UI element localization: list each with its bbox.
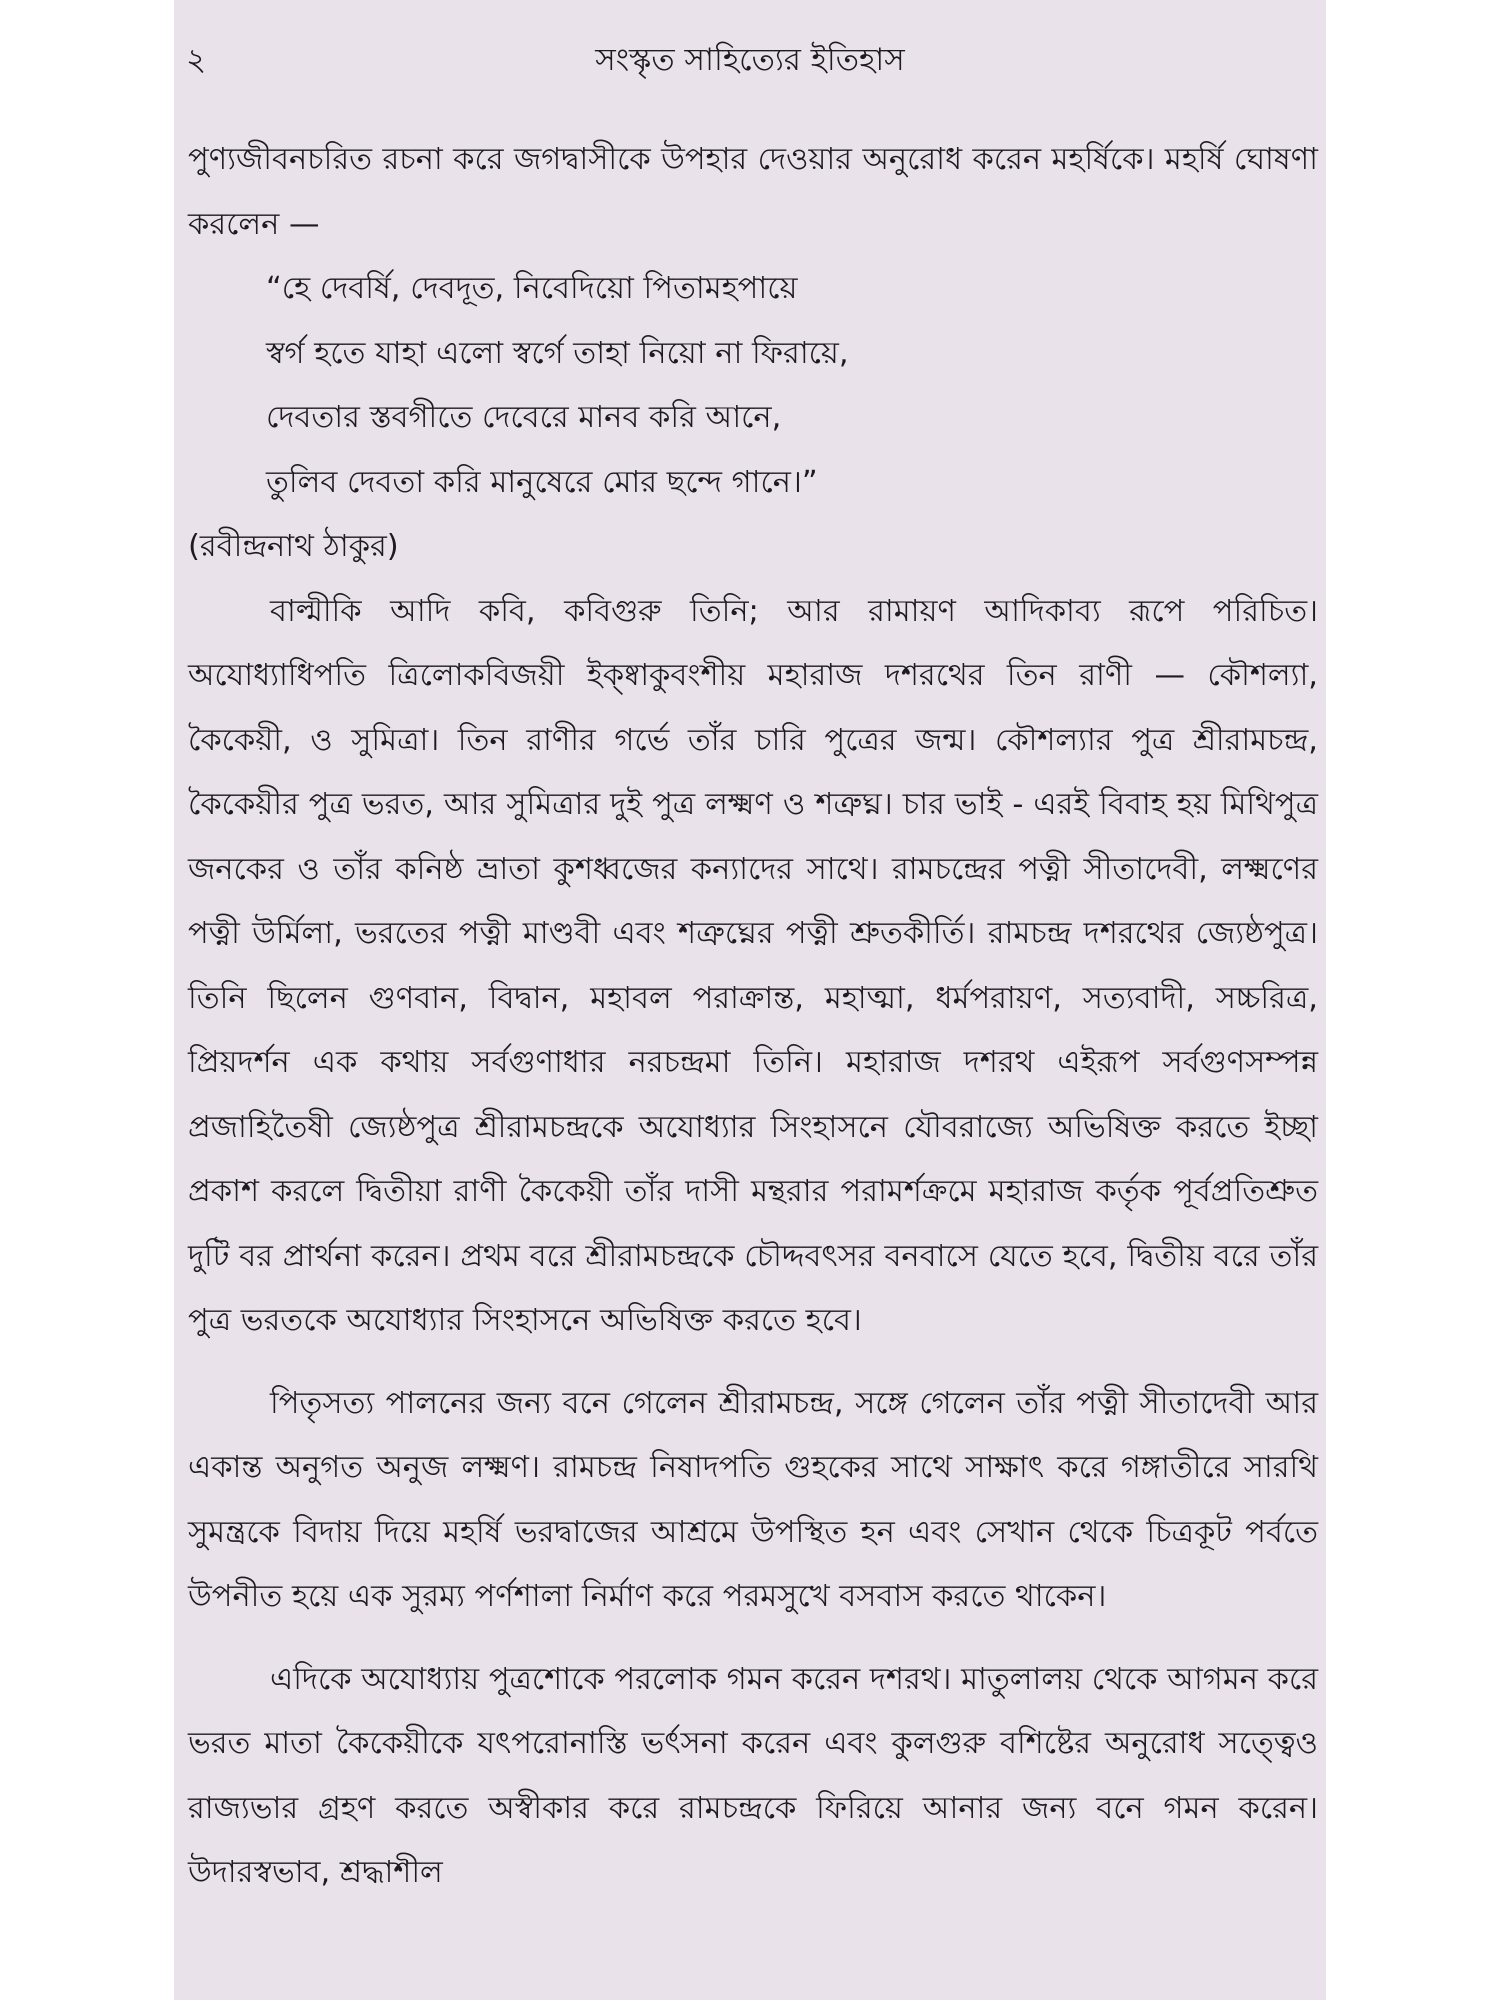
page-header [174, 36, 1326, 86]
verse-line: “হে দেবর্ষি, দেবদূত, নিবেদিয়ো পিতামহপায়ে [266, 271, 798, 306]
verse-line: স্বর্গ হতে যাহা এলো স্বর্গে তাহা নিয়ো না ফিরায়ে, [266, 335, 849, 371]
verse-attribution: (রবীন্দ্রনাথ ঠাকুর) [188, 529, 399, 564]
verse-line: তুলিব দেবতা করি মানুষেরে মোর ছন্দে গানে।” [266, 464, 818, 500]
paragraph: পিতৃসত্য পালনের জন্য বনে গেলেন শ্রীরামচন্দ্র, সঙ্গে গেলেন তাঁর পত্নী সীতাদেবী আর একান্ত অনুগত অনুজ লক্ষ্মণ। রামচন্দ্র নিষাদপতি গুহকের সাথে সাক্ষাৎ করে গঙ্গাতীরে সারথি সুমন্ত্রকে বিদায় দিয়ে মহর্ষি ভরদ্বাজের আশ্রমে উপস্থিত হন এবং সেখান থেকে চিত্রকূট পর্বতে উপনীত হয়ে এক সুরম্য পর্ণশালা নির্মাণ করে পরমসুখে বসবাস করতে থাকেন। [188, 1385, 1318, 1614]
running-title: সংস্কৃত সাহিত্যের ইতিহাস [595, 42, 905, 78]
document-page [174, 0, 1326, 2000]
page-body [188, 128, 1318, 1906]
page-number: ২ [186, 42, 207, 78]
paragraph: বাল্মীকি আদি কবি, কবিগুরু তিনি; আর রামায়ণ আদিকাব্য রূপে পরিচিত। অযোধ্যাধিপতি ত্রিলোকবিজয়ী ইক্ষ্বাকুবংশীয় মহারাজ দশরথের তিন রাণী — কৌশল্যা, কৈকেয়ী, ও সুমিত্রা। তিন রাণীর গর্ভে তাঁর চারি পুত্রের জন্ম। কৌশল্যার পুত্র শ্রীরামচন্দ্র, কৈকেয়ীর পুত্র ভরত, আর সুমিত্রার দুই পুত্র লক্ষ্মণ ও শত্রুঘ্ন। চার ভাই - এরই বিবাহ হয় মিথিপুত্র জনকের ও তাঁর কনিষ্ঠ ভ্রাতা কুশধ্বজের কন্যাদের সাথে। রামচন্দ্রের পত্নী সীতাদেবী, লক্ষ্মণের পত্নী উর্মিলা, ভরতের পত্নী মাণ্ডবী এবং শত্রুঘ্নের পত্নী শ্রুতকীর্তি। রামচন্দ্র দশরথের জ্যেষ্ঠপুত্র। তিনি ছিলেন গুণবান, বিদ্বান, মহাবল পরাক্রান্ত, মহাত্মা, ধর্মপরায়ণ, সত্যবাদী, সচ্চরিত্র, প্রিয়দর্শন এক কথায় সর্বগুণাধার নরচন্দ্রমা তিনি। মহারাজ দশরথ এইরূপ সর্বগুণসম্পন্ন প্রজাহিতৈষী জ্যেষ্ঠপুত্র শ্রীরামচন্দ্রকে অযোধ্যার সিংহাসনে যৌবরাজ্যে অভিষিক্ত করতে ইচ্ছা প্রকাশ করলে দ্বিতীয়া রাণী কৈকেয়ী তাঁর দাসী মন্থরার পরামর্শক্রমে মহারাজ কর্তৃক পূর্বপ্রতিশ্রুত দুটি বর প্রার্থনা করেন। প্রথম বরে শ্রীরামচন্দ্রকে চৌদ্দবৎসর বনবাসে যেতে হবে, দ্বিতীয় বরে তাঁর পুত্র ভরতকে অযোধ্যার সিংহাসনে অভিষিক্ত করতে হবে। [188, 593, 1318, 1338]
paragraph: এদিকে অযোধ্যায় পুত্রশোকে পরলোক গমন করেন দশরথ। মাতুলালয় থেকে আগমন করে ভরত মাতা কৈকেয়ীকে যৎপরোনাস্তি ভর্ৎসনা করেন এবং কুলগুরু বশিষ্টের অনুরোধ সত্ত্বেও রাজ্যভার গ্রহণ করতে অস্বীকার করে রামচন্দ্রকে ফিরিয়ে আনার জন্য বনে গমন করেন। উদারস্বভাব, শ্রদ্ধাশীল [188, 1661, 1318, 1890]
verse-block [188, 257, 1318, 515]
verse-line: দেবতার স্তবগীতে দেবেরে মানব করি আনে, [266, 400, 782, 435]
intro-paragraph: পুণ্যজীবনচরিত রচনা করে জগদ্বাসীকে উপহার দেওয়ার অনুরোধ করেন মহর্ষিকে। মহর্ষি ঘোষণা করলেন — [188, 142, 1318, 242]
